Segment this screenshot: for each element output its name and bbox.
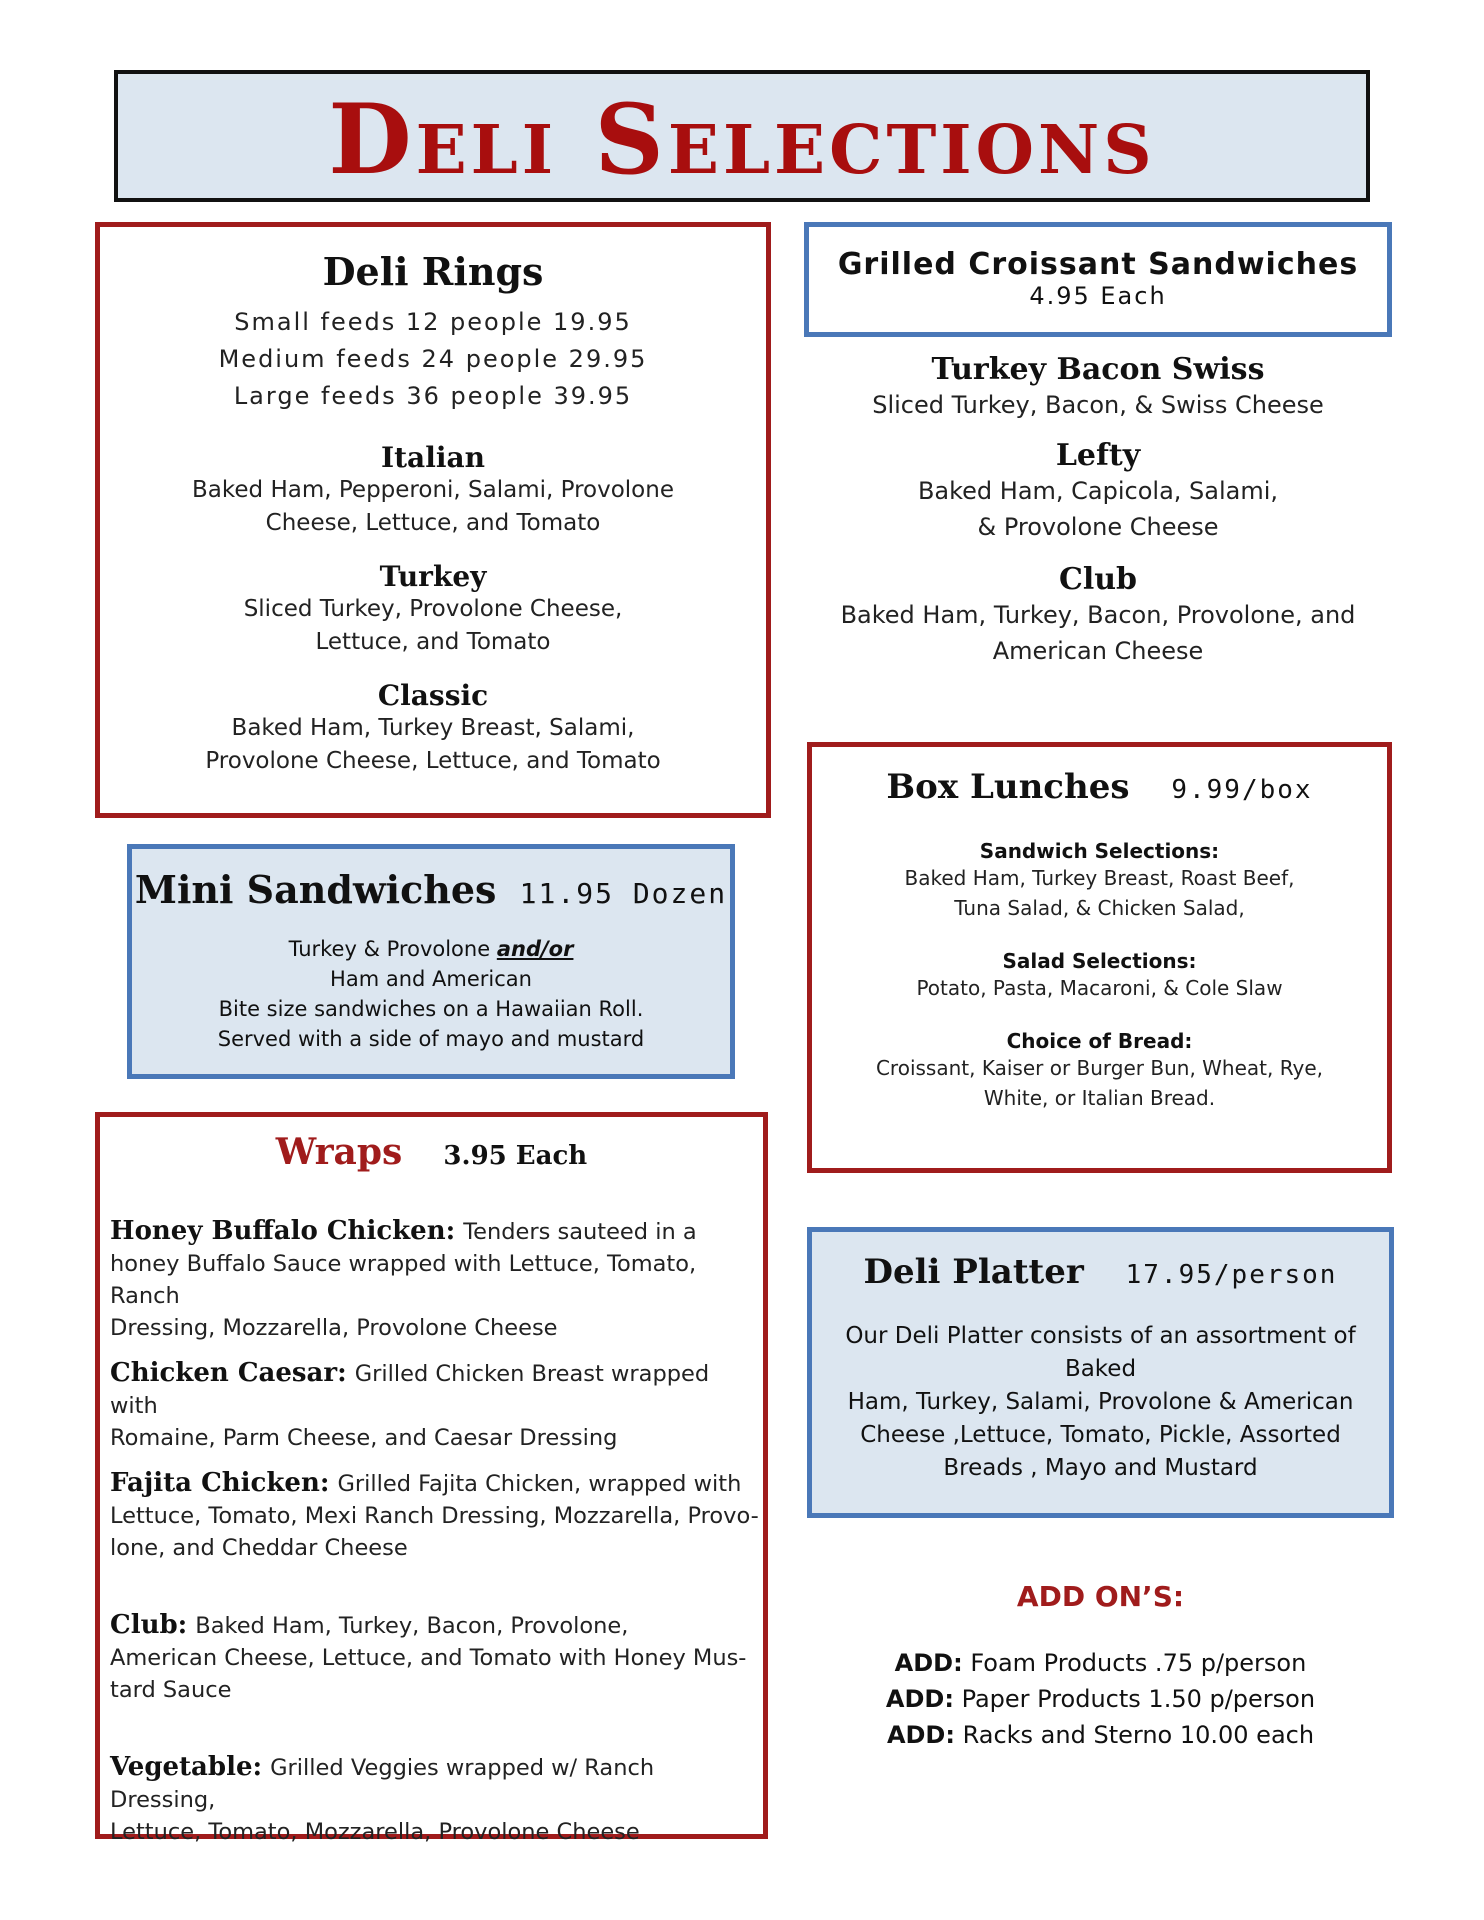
addon-line: [807, 1681, 1394, 1717]
mini-line: Served with a side of mayo and mustard: [217, 1027, 645, 1051]
wraps-heading: Wraps: [275, 1131, 403, 1173]
croissant-item-desc: Sliced Turkey, Bacon, & Swiss Cheese: [872, 391, 1324, 419]
addon-label: ADD:: [886, 1721, 955, 1749]
addon-label: ADD:: [894, 1649, 963, 1677]
wrap-item-desc: tard Sauce: [110, 1677, 232, 1703]
addon-text: Paper Products 1.50 p/person: [961, 1685, 1316, 1713]
addon-line: [807, 1717, 1394, 1753]
wrap-item-desc: lone, and Cheddar Cheese: [110, 1535, 408, 1561]
deli-platter-section: [807, 1227, 1394, 1518]
addons-list: [807, 1645, 1394, 1753]
title-banner: [114, 70, 1370, 202]
deli-rings-section: [95, 222, 771, 818]
wrap-item-desc: Grilled Chicken Breast wrapped with: [110, 1361, 710, 1419]
deli-rings-heading: Deli Rings: [322, 249, 544, 294]
box-lunches-section: [807, 742, 1392, 1173]
box-selection-desc: White, or Italian Bread.: [983, 1086, 1216, 1110]
ring-item: [100, 441, 766, 540]
wrap-item-name: Vegetable:: [110, 1752, 263, 1782]
croissant-heading: Grilled Croissant Sandwiches: [837, 247, 1359, 282]
page-title: Deli Selections: [328, 83, 1156, 196]
mini-heading-row: [132, 867, 730, 912]
box-selection: [812, 949, 1387, 1003]
croissant-item-name: Turkey Bacon Swiss: [931, 352, 1265, 387]
mini-sandwiches-section: [127, 844, 735, 1079]
ring-item: [100, 560, 766, 659]
croissant-item-name: Club: [1058, 562, 1138, 597]
box-heading-row: [812, 767, 1387, 807]
wrap-item-desc: American Cheese, Lettuce, and Tomato with Honey Mus-: [110, 1645, 747, 1671]
ring-item: [100, 679, 766, 778]
mini-line: Bite size sandwiches on a Hawaiian Roll.: [218, 997, 644, 1021]
box-price: 9.99/box: [1171, 775, 1313, 805]
box-selection: [812, 839, 1387, 923]
wrap-item: [110, 1357, 760, 1454]
croissant-price: 4.95 Each: [1029, 282, 1167, 310]
croissant-item-desc: & Provolone Cheese: [977, 513, 1219, 541]
ring-item-desc: Provolone Cheese, Lettuce, and Tomato: [205, 748, 661, 774]
box-selection-desc: Potato, Pasta, Macaroni, & Cole Slaw: [916, 976, 1283, 1000]
wrap-item-desc: Tenders sauteed in a: [463, 1219, 697, 1245]
mini-line: Ham and American: [330, 967, 532, 991]
croissant-item-desc: Baked Ham, Capicola, Salami,: [917, 477, 1279, 505]
platter-heading: Deli Platter: [863, 1252, 1084, 1292]
box-selection-desc: Croissant, Kaiser or Burger Bun, Wheat, Rye,: [875, 1056, 1324, 1080]
platter-line: Our Deli Platter consists of an assortment of Baked: [845, 1323, 1356, 1382]
ring-size-small: Small feeds 12 people 19.95: [234, 308, 632, 336]
wrap-item-name: Honey Buffalo Chicken:: [110, 1216, 456, 1246]
croissant-header-box: [804, 222, 1392, 337]
wrap-item: [110, 1751, 760, 1848]
wraps-price: 3.95 Each: [443, 1141, 588, 1171]
croissant-item-name: Lefty: [1055, 438, 1141, 473]
ring-item-desc: Lettuce, and Tomato: [315, 629, 551, 655]
wraps-heading-row: [100, 1131, 763, 1173]
addon-label: ADD:: [885, 1685, 954, 1713]
wrap-item-desc: honey Buffalo Sauce wrapped with Lettuce, Tomato, Ranch: [110, 1251, 697, 1309]
ring-size-large: Large feeds 36 people 39.95: [233, 382, 633, 410]
platter-heading-row: [812, 1252, 1389, 1292]
addon-text: Foam Products .75 p/person: [970, 1649, 1307, 1677]
box-selection-title: Choice of Bread:: [1006, 1029, 1193, 1053]
ring-item-desc: Sliced Turkey, Provolone Cheese,: [243, 596, 623, 622]
ring-item-name: Italian: [381, 441, 485, 474]
wrap-item-name: Club:: [110, 1610, 188, 1640]
croissant-item-desc: Baked Ham, Turkey, Bacon, Provolone, and: [840, 601, 1356, 629]
platter-line: Ham, Turkey, Salami, Provolone & American: [847, 1389, 1354, 1415]
wrap-item-desc: Romaine, Parm Cheese, and Caesar Dressing: [110, 1425, 618, 1451]
mini-andor: and/or: [496, 937, 574, 961]
addon-text: Racks and Sterno 10.00 each: [962, 1721, 1315, 1749]
platter-price: 17.95/person: [1125, 1260, 1338, 1290]
wrap-item-desc: Lettuce, Tomato, Mozzarella, Provolone Cheese: [110, 1819, 640, 1845]
platter-line: Cheese ,Lettuce, Tomato, Pickle, Assorted: [860, 1422, 1341, 1448]
wrap-item-name: Fajita Chicken:: [110, 1468, 330, 1498]
wrap-item: [110, 1609, 760, 1706]
ring-item-name: Turkey: [379, 560, 487, 593]
box-selection-desc: Tuna Salad, & Chicken Salad,: [954, 896, 1245, 920]
wrap-item-desc: Grilled Fajita Chicken, wrapped with: [337, 1471, 742, 1497]
wrap-item-name: Chicken Caesar:: [110, 1358, 347, 1388]
mini-description: [132, 934, 730, 1054]
platter-line: Breads , Mayo and Mustard: [943, 1455, 1258, 1481]
wrap-item-desc: Grilled Veggies wrapped w/ Ranch Dressing,: [110, 1755, 655, 1813]
addon-line: [807, 1645, 1394, 1681]
ring-item-name: Classic: [377, 679, 489, 712]
box-heading: Box Lunches: [886, 767, 1130, 807]
ring-size-medium: Medium feeds 24 people 29.95: [218, 345, 648, 373]
croissant-item: [804, 562, 1392, 669]
box-selection-desc: Baked Ham, Turkey Breast, Roast Beef,: [904, 866, 1295, 890]
ring-item-desc: Baked Ham, Pepperoni, Salami, Provolone: [192, 477, 674, 503]
wrap-item-desc: Baked Ham, Turkey, Bacon, Provolone,: [195, 1613, 629, 1639]
box-selection-title: Salad Selections:: [1002, 949, 1197, 973]
croissant-item-desc: American Cheese: [992, 637, 1204, 665]
ring-item-desc: Baked Ham, Turkey Breast, Salami,: [231, 715, 635, 741]
addons-heading: ADD ON’S:: [1016, 1580, 1185, 1613]
wrap-item: [110, 1467, 760, 1564]
mini-heading: Mini Sandwiches: [134, 867, 497, 912]
croissant-item: [804, 352, 1392, 423]
mini-line: Turkey & Provolone: [288, 937, 491, 961]
platter-description: [812, 1320, 1389, 1485]
wrap-item: [110, 1215, 760, 1344]
wrap-item-desc: Lettuce, Tomato, Mexi Ranch Dressing, Mozzarella, Provo-: [110, 1503, 759, 1529]
wrap-item-desc: Dressing, Mozzarella, Provolone Cheese: [110, 1315, 558, 1341]
mini-price: 11.95 Dozen: [519, 877, 728, 910]
croissant-item: [804, 438, 1392, 545]
addons-section: [807, 1580, 1394, 1753]
ring-item-desc: Cheese, Lettuce, and Tomato: [265, 510, 601, 536]
box-selection: [812, 1029, 1387, 1113]
wraps-section: [95, 1112, 768, 1845]
box-selection-title: Sandwich Selections:: [979, 839, 1220, 863]
